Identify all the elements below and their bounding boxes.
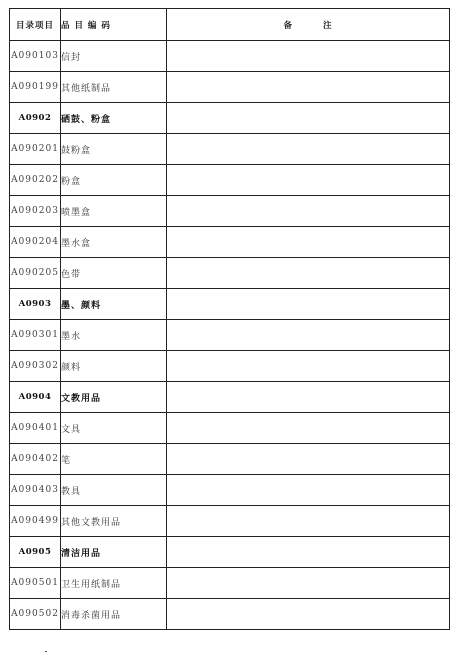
row-code: A090203 [10, 196, 61, 227]
row-name: 卫生用纸制品 [61, 568, 167, 599]
row-name: 色带 [61, 258, 167, 289]
row-name: 墨水盒 [61, 227, 167, 258]
row-code: A0903 [10, 289, 61, 320]
row-code: A090499 [10, 506, 61, 537]
row-name: 信封 [61, 41, 167, 72]
row-remark [167, 165, 450, 196]
table-row [10, 320, 450, 351]
row-remark [167, 289, 450, 320]
row-remark [167, 475, 450, 506]
row-code: A090402 [10, 444, 61, 475]
row-code: A090301 [10, 320, 61, 351]
row-code: A090199 [10, 72, 61, 103]
row-name: 其他纸制品 [61, 72, 167, 103]
row-name: 颜料 [61, 351, 167, 382]
row-remark [167, 444, 450, 475]
header-remarks-char-1: 备 [283, 20, 293, 31]
table-group-row [10, 103, 450, 134]
row-name: 其他文教用品 [61, 506, 167, 537]
row-name: 鼓粉盒 [61, 134, 167, 165]
row-name: 粉盒 [61, 165, 167, 196]
row-remark [167, 196, 450, 227]
row-name: 教具 [61, 475, 167, 506]
row-remark [167, 41, 450, 72]
header-item-code: 品 目 编 码 [61, 9, 167, 41]
row-remark [167, 351, 450, 382]
row-remark [167, 568, 450, 599]
table-group-row [10, 289, 450, 320]
row-name: 笔 [61, 444, 167, 475]
table-row [10, 413, 450, 444]
row-remark [167, 72, 450, 103]
row-name: 墨、颜料 [61, 289, 167, 320]
table-group-row [10, 382, 450, 413]
table-row [10, 568, 450, 599]
row-code: A090205 [10, 258, 61, 289]
row-remark [167, 413, 450, 444]
row-code: A090403 [10, 475, 61, 506]
table-header-row [10, 9, 450, 41]
row-name: 文具 [61, 413, 167, 444]
row-code: A090202 [10, 165, 61, 196]
table-row [10, 41, 450, 72]
row-name: 墨水 [61, 320, 167, 351]
table-row [10, 134, 450, 165]
header-remarks-char-2: 注 [323, 20, 333, 31]
table-row [10, 72, 450, 103]
row-code: A090501 [10, 568, 61, 599]
header-remarks [167, 9, 450, 41]
row-remark [167, 599, 450, 630]
table-row [10, 165, 450, 196]
catalog-table [9, 8, 450, 630]
table-row [10, 227, 450, 258]
row-remark [167, 258, 450, 289]
row-remark [167, 134, 450, 165]
row-remark [167, 506, 450, 537]
table-row [10, 475, 450, 506]
table-row [10, 258, 450, 289]
row-code: A090502 [10, 599, 61, 630]
row-code: A0905 [10, 537, 61, 568]
row-code: A0902 [10, 103, 61, 134]
row-remark [167, 227, 450, 258]
row-code: A090103 [10, 41, 61, 72]
row-name: 硒鼓、粉盒 [61, 103, 167, 134]
table-row [10, 599, 450, 630]
row-name: 文教用品 [61, 382, 167, 413]
table-row [10, 196, 450, 227]
table-row [10, 506, 450, 537]
row-name: 消毒杀菌用品 [61, 599, 167, 630]
header-catalog-item: 目录项目 [10, 9, 61, 41]
page-mark [45, 651, 47, 652]
table-row [10, 351, 450, 382]
table-row [10, 444, 450, 475]
row-code: A090302 [10, 351, 61, 382]
row-remark [167, 537, 450, 568]
row-code: A090201 [10, 134, 61, 165]
row-code: A0904 [10, 382, 61, 413]
row-code: A090204 [10, 227, 61, 258]
row-remark [167, 382, 450, 413]
row-name: 喷墨盒 [61, 196, 167, 227]
row-remark [167, 103, 450, 134]
row-name: 清洁用品 [61, 537, 167, 568]
row-code: A090401 [10, 413, 61, 444]
row-remark [167, 320, 450, 351]
table-group-row [10, 537, 450, 568]
